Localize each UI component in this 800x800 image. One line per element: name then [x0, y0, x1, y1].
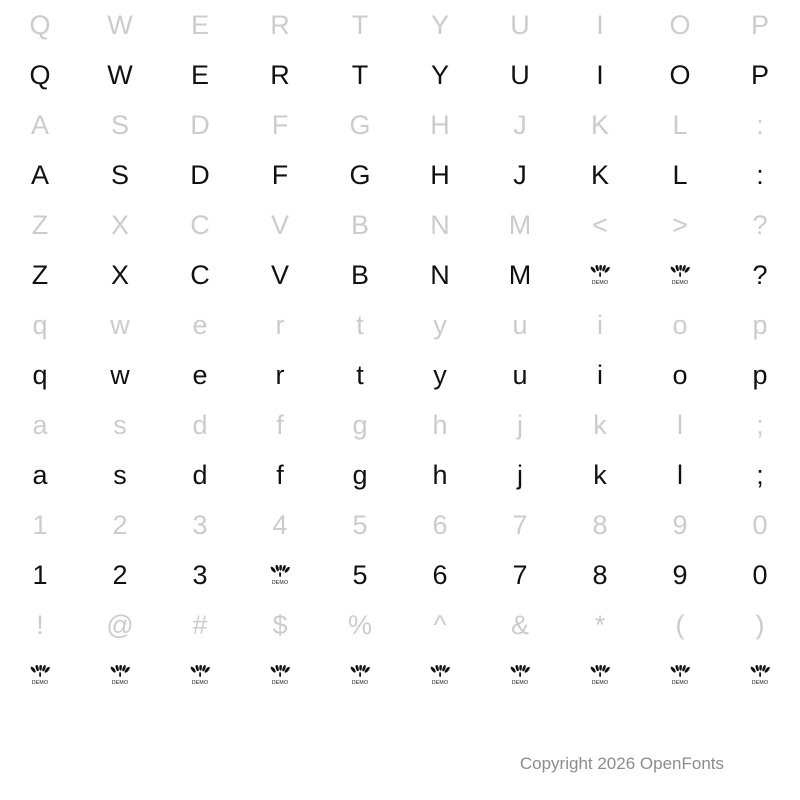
glyph-cell: U: [510, 59, 530, 90]
glyph-cell: a: [32, 459, 48, 490]
glyph-cell: g: [352, 409, 368, 440]
glyph-cell: K: [590, 109, 609, 140]
glyph-cell: 3: [192, 559, 208, 590]
glyph-cell: B: [350, 209, 369, 240]
glyph-cell: 3: [192, 509, 208, 540]
glyph-cell: s: [113, 409, 127, 440]
glyph-cell: F: [271, 159, 289, 190]
glyph-cell: <: [592, 209, 608, 240]
glyph-cell: o: [672, 309, 688, 340]
glyph-cell: w: [110, 359, 130, 390]
glyph-cell: ^: [433, 609, 447, 640]
demo-label: DEMO: [111, 679, 129, 686]
glyph-cell: q: [32, 309, 48, 340]
demo-watermark-glyph: [269, 564, 291, 586]
glyph-cell: k: [593, 459, 607, 490]
glyph-cell: 2: [112, 559, 128, 590]
glyph-cell: i: [597, 359, 603, 390]
demo-watermark-glyph: [29, 664, 51, 686]
glyph-cell: j: [517, 409, 523, 440]
glyph-cell-demo: [0, 650, 80, 700]
demo-label: DEMO: [671, 279, 689, 286]
leaves-icon: [670, 665, 690, 677]
demo-watermark-glyph: [509, 664, 531, 686]
leaves-icon: [350, 665, 370, 677]
glyph-cell: ;: [756, 409, 764, 440]
glyph-cell: s: [113, 459, 127, 490]
glyph-cell: E: [190, 9, 209, 40]
glyph-cell-demo: [160, 650, 240, 700]
glyph-cell: t: [356, 309, 364, 340]
glyph-cell: 1: [32, 509, 48, 540]
glyph-cell: 6: [432, 559, 448, 590]
demo-label: DEMO: [271, 679, 289, 686]
leaves-icon: [270, 565, 290, 577]
demo-label: DEMO: [751, 679, 769, 686]
demo-label: DEMO: [671, 679, 689, 686]
demo-watermark-glyph: [589, 264, 611, 286]
demo-label: DEMO: [511, 679, 529, 686]
glyph-cell: y: [433, 359, 447, 390]
glyph-cell: w: [110, 309, 130, 340]
glyph-cell-demo: [640, 650, 720, 700]
glyph-cell: 8: [592, 509, 608, 540]
glyph-cell: Q: [29, 9, 51, 40]
glyph-cell: I: [596, 9, 604, 40]
glyph-cell: D: [190, 109, 210, 140]
glyph-cell: 4: [272, 509, 288, 540]
glyph-cell: V: [270, 259, 289, 290]
glyph-cell: l: [677, 409, 683, 440]
glyph-cell: :: [756, 159, 764, 190]
glyph-cell: 7: [512, 559, 528, 590]
glyph-cell: M: [508, 209, 532, 240]
glyph-cell: i: [597, 309, 603, 340]
leaves-icon: [190, 665, 210, 677]
glyph-cell: g: [352, 459, 368, 490]
glyph-cell: #: [192, 609, 208, 640]
glyph-cell-demo: [480, 650, 560, 700]
glyph-cell: W: [107, 59, 133, 90]
glyph-cell: 9: [672, 559, 688, 590]
glyph-cell: Q: [29, 59, 51, 90]
glyph-cell: &: [510, 609, 529, 640]
glyph-cell: !: [36, 609, 44, 640]
leaves-icon: [590, 665, 610, 677]
glyph-cell: H: [430, 159, 450, 190]
glyph-cell: N: [430, 209, 450, 240]
leaves-icon: [510, 665, 530, 677]
glyph-cell: Y: [430, 59, 449, 90]
leaves-icon: [750, 665, 770, 677]
glyph-cell: u: [512, 359, 528, 390]
glyph-cell: q: [32, 359, 48, 390]
glyph-cell: e: [192, 309, 208, 340]
glyph-cell: h: [432, 409, 448, 440]
glyph-cell: a: [32, 409, 48, 440]
glyph-cell: K: [590, 159, 609, 190]
glyph-cell: J: [513, 109, 527, 140]
glyph-cell: X: [110, 209, 129, 240]
leaves-icon: [110, 665, 130, 677]
demo-watermark-glyph: [589, 664, 611, 686]
glyph-cell: L: [672, 109, 688, 140]
glyph-cell-demo: [400, 650, 480, 700]
glyph-cell: P: [750, 9, 769, 40]
demo-label: DEMO: [431, 679, 449, 686]
glyph-cell: R: [270, 9, 290, 40]
glyph-cell: y: [433, 309, 447, 340]
glyph-cell: u: [512, 309, 528, 340]
leaves-icon: [590, 265, 610, 277]
glyph-cell: d: [192, 459, 208, 490]
copyright-notice: Copyright 2026 OpenFonts: [519, 754, 724, 773]
glyph-cell: 9: [672, 509, 688, 540]
glyph-cell-demo: [320, 650, 400, 700]
glyph-cell: r: [275, 309, 285, 340]
glyph-cell: ): [755, 609, 765, 640]
glyph-cell: 0: [752, 559, 768, 590]
glyph-cell: E: [190, 59, 209, 90]
glyph-cell: C: [190, 209, 210, 240]
glyph-cell: S: [110, 159, 129, 190]
glyph-cell: T: [351, 59, 369, 90]
glyph-cell: 6: [432, 509, 448, 540]
glyph-cell: r: [275, 359, 285, 390]
glyph-cell: U: [510, 9, 530, 40]
demo-watermark-glyph: [669, 664, 691, 686]
leaves-icon: [270, 665, 290, 677]
glyph-cell: f: [276, 409, 284, 440]
glyph-cell: O: [669, 9, 691, 40]
glyph-cell: F: [271, 109, 289, 140]
glyph-cell: S: [110, 109, 129, 140]
glyph-cell: B: [350, 259, 369, 290]
glyph-cell: >: [672, 209, 688, 240]
glyph-cell: Z: [31, 209, 49, 240]
glyph-cell: T: [351, 9, 369, 40]
glyph-cell: j: [517, 459, 523, 490]
glyph-cell: 8: [592, 559, 608, 590]
glyph-cell: l: [677, 459, 683, 490]
demo-label: DEMO: [591, 279, 609, 286]
leaves-icon: [670, 265, 690, 277]
demo-label: DEMO: [191, 679, 209, 686]
glyph-cell: $: [272, 609, 288, 640]
glyph-cell: I: [596, 59, 604, 90]
glyph-cell: ;: [756, 459, 764, 490]
glyph-cell: G: [349, 109, 371, 140]
demo-watermark-glyph: [349, 664, 371, 686]
glyph-cell: O: [669, 59, 691, 90]
glyph-cell: L: [672, 159, 688, 190]
glyph-cell: G: [349, 159, 371, 190]
glyph-cell: H: [430, 109, 450, 140]
glyph-cell: p: [752, 309, 768, 340]
glyph-cell: o: [672, 359, 688, 390]
demo-watermark-glyph: [669, 264, 691, 286]
glyph-cell: 1: [32, 559, 48, 590]
glyph-cell: C: [190, 259, 210, 290]
demo-label: DEMO: [31, 679, 49, 686]
glyph-cell: @: [106, 609, 134, 640]
demo-label: DEMO: [271, 579, 289, 586]
glyph-cell: A: [30, 159, 49, 190]
demo-label: DEMO: [591, 679, 609, 686]
glyph-cell: h: [432, 459, 448, 490]
glyph-cell: X: [110, 259, 129, 290]
demo-label: DEMO: [351, 679, 369, 686]
glyph-cell: *: [594, 609, 606, 640]
glyph-cell-demo: [720, 650, 800, 700]
glyph-cell: d: [192, 409, 208, 440]
glyph-cell: Y: [430, 9, 449, 40]
glyph-cell: (: [675, 609, 685, 640]
glyph-cell-demo: [80, 650, 160, 700]
demo-watermark-glyph: [749, 664, 771, 686]
glyph-cell: k: [593, 409, 607, 440]
glyph-cell: Z: [31, 259, 49, 290]
demo-watermark-glyph: [189, 664, 211, 686]
glyph-cell: p: [752, 359, 768, 390]
glyph-cell: J: [513, 159, 527, 190]
glyph-cell: 0: [752, 509, 768, 540]
glyph-cell: N: [430, 259, 450, 290]
leaves-icon: [30, 665, 50, 677]
glyph-cell-demo: [640, 250, 720, 300]
glyph-cell: ?: [752, 209, 768, 240]
glyph-cell: 5: [352, 509, 368, 540]
glyph-cell: %: [347, 609, 372, 640]
glyph-cell: M: [508, 259, 532, 290]
demo-watermark-glyph: [269, 664, 291, 686]
glyph-cell: D: [190, 159, 210, 190]
glyph-cell-demo: [560, 650, 640, 700]
leaves-icon: [430, 665, 450, 677]
glyph-cell: 7: [512, 509, 528, 540]
glyph-cell-demo: [240, 650, 320, 700]
glyph-cell-demo: [240, 550, 320, 600]
demo-watermark-glyph: [429, 664, 451, 686]
demo-watermark-glyph: [109, 664, 131, 686]
glyph-cell: R: [270, 59, 290, 90]
glyph-cell: t: [356, 359, 364, 390]
glyph-cell-demo: [560, 250, 640, 300]
glyph-cell: P: [750, 59, 769, 90]
glyph-cell: A: [30, 109, 49, 140]
glyph-cell: ?: [752, 259, 768, 290]
glyph-cell: :: [756, 109, 764, 140]
glyph-cell: 2: [112, 509, 128, 540]
glyph-cell: f: [276, 459, 284, 490]
glyph-cell: e: [192, 359, 208, 390]
glyph-cell: W: [107, 9, 133, 40]
glyph-cell: V: [270, 209, 289, 240]
glyph-cell: 5: [352, 559, 368, 590]
